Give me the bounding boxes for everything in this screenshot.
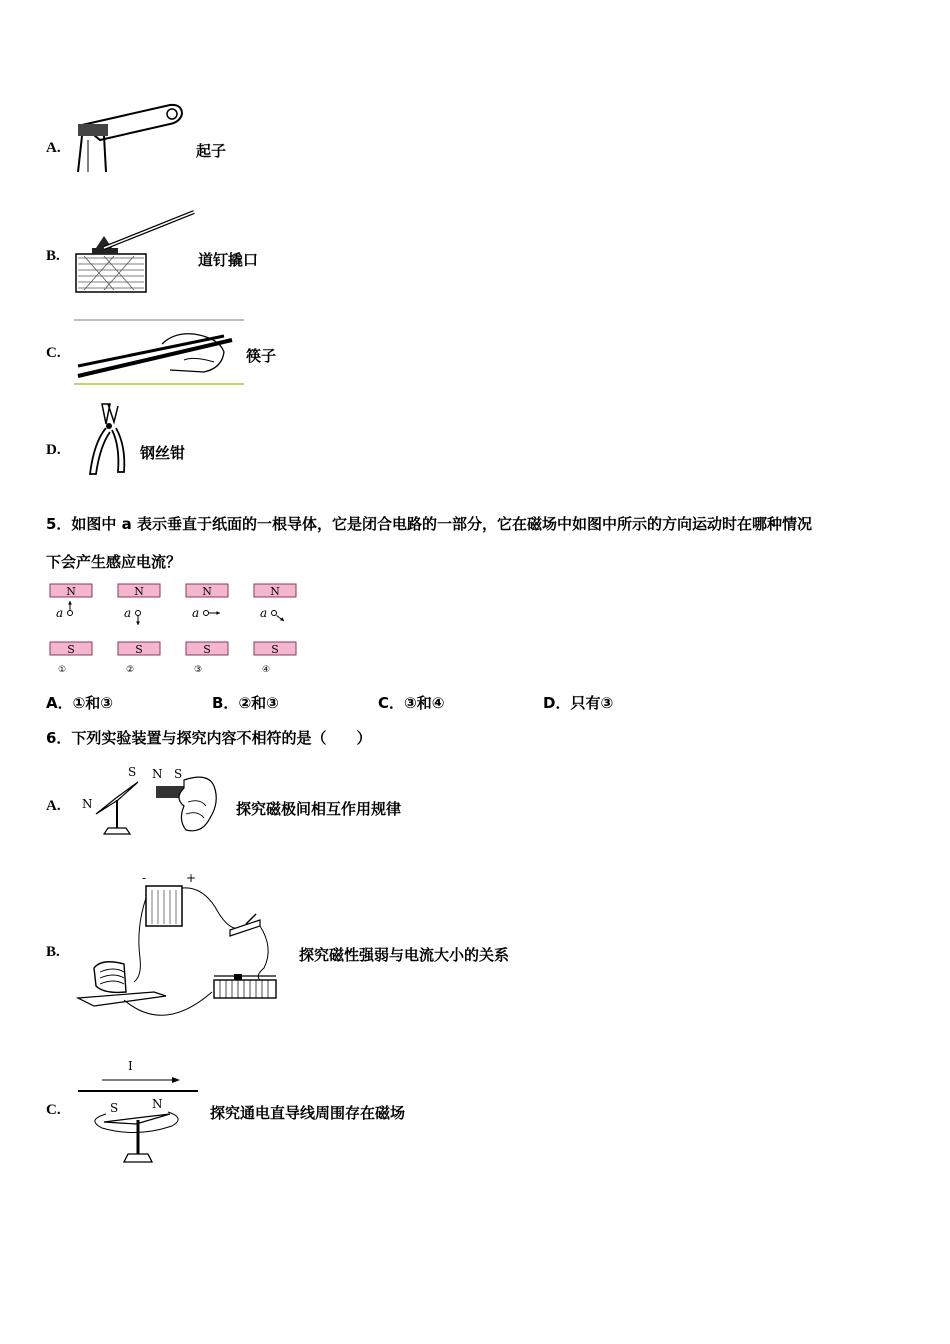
conductor [204, 611, 209, 616]
option-caption: 探究磁性强弱与电流大小的关系 [299, 946, 510, 964]
option-label: B． [212, 694, 239, 712]
needle-s-label: S [110, 1101, 119, 1115]
option-label: C． [378, 694, 405, 712]
option-caption: 筷子 [246, 347, 277, 365]
motion-arrowhead [216, 611, 220, 615]
spike-lever-figure [74, 208, 200, 296]
option-caption: 钢丝钳 [140, 444, 186, 462]
option-label: D． [543, 694, 571, 712]
magnet-panel [254, 584, 296, 675]
option-caption: 探究磁极间相互作用规律 [236, 800, 402, 818]
conductor [68, 611, 73, 616]
magnet-s-label: S [174, 767, 183, 781]
north-label: N [134, 585, 144, 598]
option-text: ①和③ [72, 694, 114, 712]
battery-minus-label: - [142, 871, 147, 885]
needle-n-label: N [82, 797, 93, 811]
pliers-figure [84, 402, 132, 478]
q5-option-c[interactable] [378, 692, 444, 713]
chopsticks-figure [74, 318, 246, 390]
option-text: ③和④ [404, 694, 445, 712]
conductor [136, 611, 141, 616]
magnet-compass-figure [74, 762, 224, 840]
q5-magnet-figure [46, 582, 302, 678]
panel-number: ③ [193, 665, 203, 675]
q5-option-d[interactable] [543, 692, 613, 713]
magnet-n-label: N [152, 767, 163, 781]
q5-option-b[interactable] [212, 692, 279, 713]
option-label: A． [46, 694, 73, 712]
needle-n-label: N [152, 1097, 163, 1111]
option-text: 只有③ [570, 694, 614, 712]
option-label: C. [46, 1102, 61, 1118]
option-label: A. [46, 798, 61, 814]
option-caption: 道钉撬口 [198, 251, 259, 269]
q6-stem: 6．下列实验装置与探究内容不相符的是（ ） [46, 729, 372, 747]
q5-stem-line2: 下会产生感应电流？ [46, 553, 182, 571]
motion-arrowhead [68, 601, 72, 605]
q5-option-a[interactable] [46, 692, 113, 713]
north-label: N [66, 585, 76, 598]
conductor-label: a [192, 606, 200, 620]
south-label: S [203, 643, 211, 656]
option-label: B. [46, 944, 60, 960]
conductor [272, 611, 277, 616]
option-label: A. [46, 140, 61, 156]
magnet-panel [118, 584, 160, 675]
electromagnet-circuit-figure [74, 868, 294, 1028]
oersted-figure [76, 1054, 208, 1166]
motion-arrowhead [136, 621, 140, 625]
south-label: S [271, 643, 279, 656]
option-caption: 探究通电直导线周围存在磁场 [210, 1104, 406, 1122]
panel-number: ④ [261, 665, 271, 675]
q5-stem-line1: 5．如图中 a 表示垂直于纸面的一根导体，它是闭合电路的一部分，它在磁场中如图中所示的方向运动时在哪种情况 [46, 515, 813, 533]
magnet-panel [186, 584, 228, 675]
panel-number: ② [125, 665, 135, 675]
option-label: D. [46, 442, 61, 458]
north-label: N [202, 585, 212, 598]
current-label: I [128, 1059, 133, 1073]
magnet-panel [50, 584, 92, 675]
battery-plus-label: + [186, 871, 197, 885]
needle-s-label: S [128, 765, 137, 779]
north-label: N [270, 585, 280, 598]
panel-number: ① [57, 665, 67, 675]
conductor-label: a [260, 606, 268, 620]
conductor-label: a [56, 606, 64, 620]
option-label: C. [46, 345, 61, 361]
option-caption: 起子 [196, 142, 227, 160]
option-label: B. [46, 248, 60, 264]
option-text: ②和③ [238, 694, 279, 712]
south-label: S [135, 643, 143, 656]
south-label: S [67, 643, 75, 656]
bottle-opener-figure [70, 100, 190, 175]
conductor-label: a [124, 606, 132, 620]
